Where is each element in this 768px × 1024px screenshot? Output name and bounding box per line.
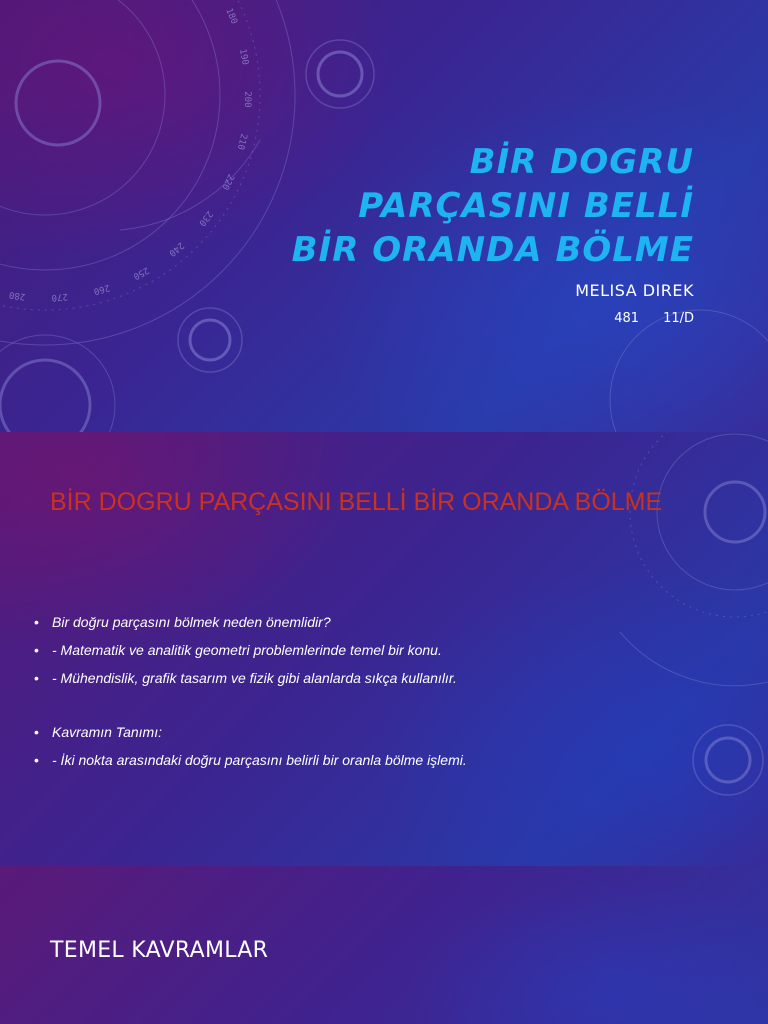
author-name: MELISA DIREK — [575, 281, 694, 300]
bullet-dot: • — [34, 724, 39, 740]
list-item: • - Mühendislik, grafik tasarım ve fizik gibi alanlarda sıkça kullanılır. — [34, 670, 457, 686]
dial-number: 200 — [241, 91, 253, 108]
dial-number: 190 — [236, 48, 250, 66]
bullet-dot: • — [34, 642, 39, 658]
dial-number: 280 — [8, 289, 26, 302]
bullet-dot: • — [34, 670, 39, 686]
bullet-dot: • — [34, 752, 39, 768]
dial-number: 210 — [234, 132, 249, 151]
bullet-dot: • — [34, 614, 39, 630]
dial-number: 220 — [219, 172, 236, 192]
title-line: BİR DOGRU — [469, 142, 694, 182]
content-slide[interactable] — [0, 432, 768, 866]
list-spacer — [34, 696, 734, 722]
student-number: 481 — [614, 311, 640, 326]
slide-title — [174, 140, 694, 272]
dial-number: 180 — [223, 6, 239, 26]
title-line: BİR ORANDA BÖLME — [291, 230, 694, 270]
dial-number: 270 — [51, 290, 69, 303]
list-item: • Kavramın Tanımı: — [34, 724, 162, 740]
class-name: 11/D — [663, 311, 694, 326]
section-slide[interactable] — [0, 866, 768, 1024]
list-item: • Bir doğru parçasını bölmek neden önemlidir? — [34, 614, 331, 630]
list-item: • - İki nokta arasındaki doğru parçasını belirli bir oranla bölme işlemi. — [34, 752, 467, 768]
bullet-list — [34, 612, 734, 778]
dial-number: 250 — [131, 264, 151, 282]
title-line: PARÇASINI BELLİ — [358, 186, 694, 226]
dial-number: 230 — [196, 208, 215, 228]
student-info — [614, 311, 694, 326]
list-item: • - Matematik ve analitik geometri problemlerinde temel bir konu. — [34, 642, 442, 658]
dial-number: 240 — [166, 239, 186, 258]
slide-heading: BİR DOGRU PARÇASINI BELLİ BİR ORANDA BÖLME — [50, 488, 663, 516]
title-slide[interactable] — [0, 0, 768, 432]
slide-heading: TEMEL KAVRAMLAR — [50, 938, 269, 963]
dial-number: 260 — [92, 281, 111, 296]
